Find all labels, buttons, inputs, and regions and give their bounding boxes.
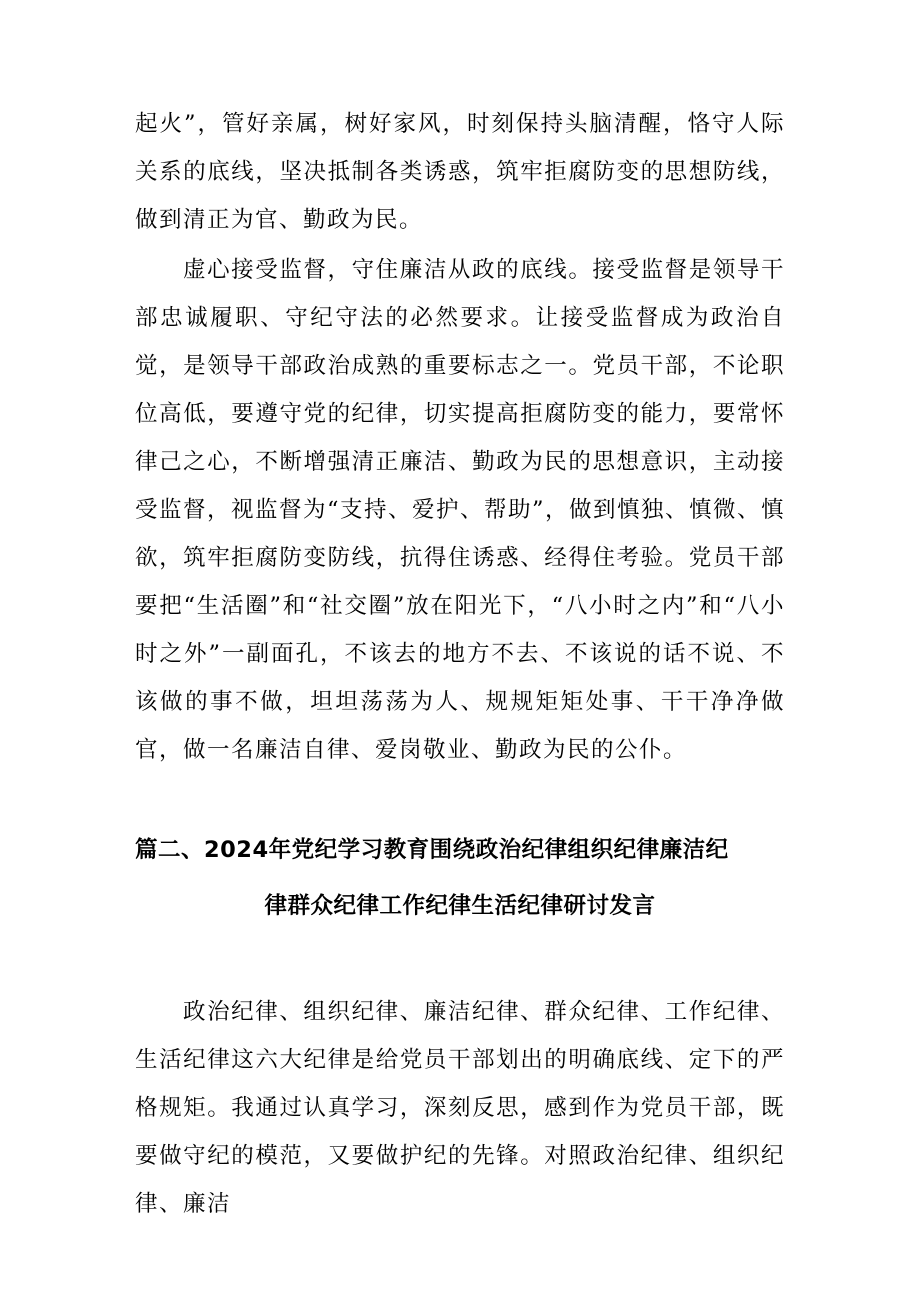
paragraph-continued: 起火”，管好亲属，树好家风，时刻保持头脑清醒，恪守人际关系的底线，坚决抵制各类诱惑，筑牢拒腐防变的思想防线，做到清正为官、勤政为民。 bbox=[135, 111, 785, 233]
section-heading-line-2: 律群众纪律工作纪律生活纪律研讨发言 bbox=[264, 893, 656, 919]
paragraph-six-disciplines: 政治纪律、组织纪律、廉洁纪律、群众纪律、工作纪律、生活纪律这六大纪律是给党员干部划出的明确底线、定下的严格规矩。我通过认真学习，深刻反思，感到作为党员干部，既要做守纪的模范，又要做护纪的先锋。对照政治纪律、组织纪律、廉洁 bbox=[135, 999, 785, 1217]
section-heading-line-1: 篇二、2024年党纪学习教育围绕政治纪律组织纪律廉洁纪 bbox=[135, 837, 729, 863]
section-heading bbox=[135, 822, 785, 934]
paragraph-accept-supervision: 虚心接受监督，守住廉洁从政的底线。接受监督是领导干部忠诚履职、守纪守法的必然要求。让接受监督成为政治自觉，是领导干部政治成熟的重要标志之一。党员干部，不论职位高低，要遵守党的纪律，切实提高拒腐防变的能力，要常怀律己之心，不断增强清正廉洁、勤政为民的思想意识，主动接受监督，视监督为“支持、爱护、帮助”，做到慎独、慎微、慎欲，筑牢拒腐防变防线，抗得住诱惑、经得住考验。党员干部要把“生活圈”和“社交圈”放在阳光下，“八小时之内”和“八小时之外”一副面孔，不该去的地方不去、不该说的话不说、不该做的事不做，坦坦荡荡为人、规规矩矩处事、干干净净做官，做一名廉洁自律、爱岗敬业、勤政为民的公仆。 bbox=[135, 257, 786, 763]
